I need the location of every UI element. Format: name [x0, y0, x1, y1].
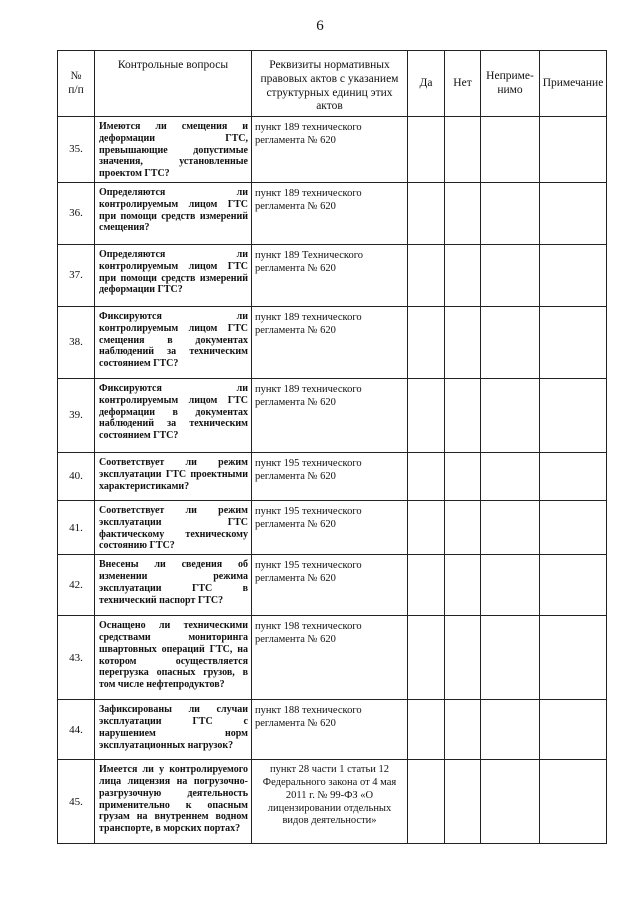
row-number: 45. [58, 760, 95, 844]
header-question: Контрольные вопросы [95, 51, 252, 117]
answer-yes-cell[interactable] [408, 306, 445, 378]
header-requisites: Реквизиты нормативных правовых актов с указанием структурных единиц этих актов [252, 51, 408, 117]
note-cell[interactable] [540, 500, 607, 554]
req-line-a: пункт 198 технического [255, 621, 362, 633]
table-row [58, 244, 607, 306]
answer-na-cell[interactable] [481, 500, 540, 554]
row-requisites [252, 452, 408, 500]
note-cell[interactable] [540, 182, 607, 244]
row-requisites [252, 700, 408, 760]
answer-no-cell[interactable] [445, 378, 481, 452]
row-question: Имеется ли у контролируемого лица лицензия на погрузочно-разгрузочную деятельность применительно к опасным грузам на внутреннем водном транспорте, в морских портах? [95, 760, 252, 844]
req-line-a: пункт 189 Технического [255, 249, 364, 261]
row-requisites [252, 306, 408, 378]
header-na: Непримe-нимо [481, 51, 540, 117]
row-requisites [252, 182, 408, 244]
header-note: Примечание [540, 51, 607, 117]
req-line-b: регламента № 620 [255, 519, 336, 531]
row-question: Соответствует ли режим эксплуатации ГТС фактическому техническому состоянию ГТС? [95, 500, 252, 554]
table-row [58, 452, 607, 500]
answer-na-cell[interactable] [481, 555, 540, 616]
req-line-b: регламента № 620 [255, 573, 336, 585]
row-question: Оснащено ли техническими средствами мониторинга швартовных операций ГТС, на котором осуществляется перегрузка опасных грузов, в том числе нефтепродуктов? [95, 616, 252, 700]
req-line-b: регламента № 620 [255, 201, 336, 213]
table-row [58, 182, 607, 244]
answer-yes-cell[interactable] [408, 500, 445, 554]
answer-yes-cell[interactable] [408, 760, 445, 844]
row-question: Внесены ли сведения об изменении режима эксплуатации ГТС в технический паспорт ГТС? [95, 555, 252, 616]
table-row [58, 117, 607, 183]
note-cell[interactable] [540, 244, 607, 306]
req-line-a: пункт 189 технического [255, 311, 362, 323]
note-cell[interactable] [540, 700, 607, 760]
row-number: 35. [58, 117, 95, 183]
note-cell[interactable] [540, 378, 607, 452]
note-cell[interactable] [540, 117, 607, 183]
row-requisites [252, 117, 408, 183]
answer-yes-cell[interactable] [408, 555, 445, 616]
header-row [58, 51, 607, 117]
req-line-a: пункт 189 технического [255, 383, 362, 395]
row-question: Фиксируются ли контролируемым лицом ГТС деформации в документах наблюдений за техническим состоянием ГТС? [95, 378, 252, 452]
req-line-b: регламента № 620 [255, 397, 336, 409]
req-line-a: пункт 195 технического [255, 505, 362, 517]
header-yes: Да [408, 51, 445, 117]
answer-na-cell[interactable] [481, 117, 540, 183]
row-question: Определяются ли контролируемым лицом ГТС при помощи средств измерений смещения? [95, 182, 252, 244]
answer-yes-cell[interactable] [408, 378, 445, 452]
row-requisites [252, 616, 408, 700]
table-row [58, 306, 607, 378]
answer-na-cell[interactable] [481, 306, 540, 378]
answer-na-cell[interactable] [481, 378, 540, 452]
row-number: 43. [58, 616, 95, 700]
table-row [58, 616, 607, 700]
header-no: Нет [445, 51, 481, 117]
row-question: Соответствует ли режим эксплуатации ГТС проектными характеристиками? [95, 452, 252, 500]
note-cell[interactable] [540, 760, 607, 844]
answer-yes-cell[interactable] [408, 616, 445, 700]
row-number: 40. [58, 452, 95, 500]
row-number: 37. [58, 244, 95, 306]
answer-na-cell[interactable] [481, 182, 540, 244]
row-number: 44. [58, 700, 95, 760]
answer-no-cell[interactable] [445, 306, 481, 378]
row-number: 41. [58, 500, 95, 554]
table-row [58, 500, 607, 554]
answer-no-cell[interactable] [445, 700, 481, 760]
answer-no-cell[interactable] [445, 500, 481, 554]
row-requisites [252, 244, 408, 306]
req-line-b: регламента № 620 [255, 634, 336, 646]
row-number: 38. [58, 306, 95, 378]
req-line-a: пункт 195 технического [255, 457, 362, 469]
row-requisites [252, 555, 408, 616]
answer-no-cell[interactable] [445, 452, 481, 500]
table-row [58, 760, 607, 844]
answer-no-cell[interactable] [445, 244, 481, 306]
table-row [58, 555, 607, 616]
row-question: Фиксируются ли контролируемым лицом ГТС смещения в документах наблюдений за техническим состоянием ГТС? [95, 306, 252, 378]
row-number: 39. [58, 378, 95, 452]
answer-yes-cell[interactable] [408, 700, 445, 760]
page-number: 6 [316, 18, 324, 34]
row-question: Имеются ли смещения и деформации ГТС, превышающие допустимые значения, установленные проектом ГТС? [95, 117, 252, 183]
answer-yes-cell[interactable] [408, 244, 445, 306]
row-requisites: пункт 28 части 1 статьи 12 Федерального закона от 4 мая 2011 г. № 99-ФЗ «О лицензировании отдельных видов деятельности» [252, 760, 408, 844]
answer-na-cell[interactable] [481, 700, 540, 760]
row-requisites [252, 500, 408, 554]
answer-na-cell[interactable] [481, 616, 540, 700]
row-question: Зафиксированы ли случаи эксплуатации ГТС с нарушением норм эксплуатационных нагрузок? [95, 700, 252, 760]
req-line-b: регламента № 620 [255, 263, 336, 275]
answer-yes-cell[interactable] [408, 452, 445, 500]
row-number: 42. [58, 555, 95, 616]
answer-na-cell[interactable] [481, 452, 540, 500]
note-cell[interactable] [540, 306, 607, 378]
row-number: 36. [58, 182, 95, 244]
answer-no-cell[interactable] [445, 760, 481, 844]
note-cell[interactable] [540, 555, 607, 616]
answer-no-cell[interactable] [445, 616, 481, 700]
req-line-a: пункт 195 технического [255, 560, 362, 572]
answer-na-cell[interactable] [481, 244, 540, 306]
answer-no-cell[interactable] [445, 182, 481, 244]
req-line-a: пункт 188 технического [255, 705, 362, 717]
table-row [58, 378, 607, 452]
note-cell[interactable] [540, 452, 607, 500]
answer-yes-cell[interactable] [408, 182, 445, 244]
answer-no-cell[interactable] [445, 117, 481, 183]
req-line-a: пункт 189 технического [255, 122, 362, 133]
req-line-b: регламента № 620 [255, 471, 336, 483]
answer-yes-cell[interactable] [408, 117, 445, 183]
table-row [58, 700, 607, 760]
answer-no-cell[interactable] [445, 555, 481, 616]
answer-na-cell[interactable] [481, 760, 540, 844]
row-question: Определяются ли контролируемым лицом ГТС при помощи средств измерений деформации ГТС? [95, 244, 252, 306]
row-requisites [252, 378, 408, 452]
req-line-b: регламента № 620 [255, 135, 336, 147]
req-line-b: регламента № 620 [255, 325, 336, 337]
note-cell[interactable] [540, 616, 607, 700]
req-line-a: пункт 189 технического [255, 187, 362, 199]
header-num: № п/п [58, 51, 95, 117]
checklist-table [57, 50, 607, 844]
req-line-b: регламента № 620 [255, 718, 336, 730]
